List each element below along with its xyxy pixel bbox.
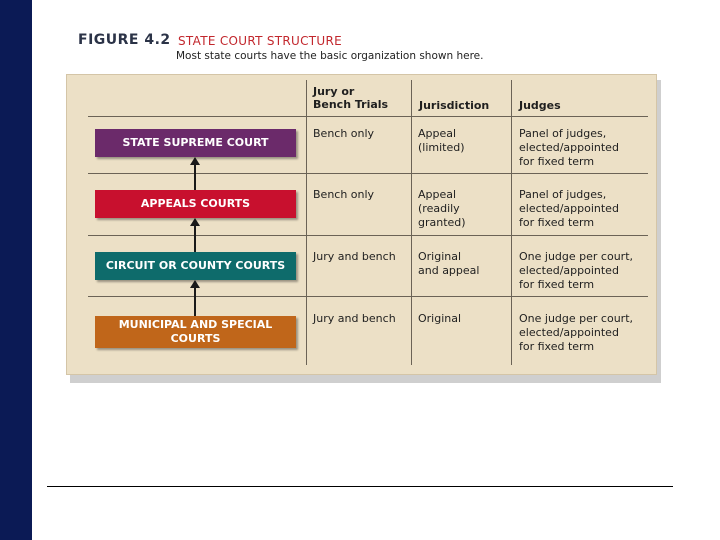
- cell-trials: Bench only: [313, 127, 375, 140]
- cell-trials: Jury and bench: [313, 250, 396, 263]
- cell-jurisdiction: Appeal (readily granted): [418, 188, 466, 229]
- header-trials: Jury or Bench Trials: [313, 85, 389, 111]
- figure-label: FIGURE 4.2: [78, 32, 171, 48]
- header-judges: Judges: [519, 99, 561, 112]
- court-box-municipal-special: MUNICIPAL AND SPECIAL COURTS: [95, 316, 296, 348]
- court-box-appeals: APPEALS COURTS: [95, 190, 296, 218]
- cell-jurisdiction: Original and appeal: [418, 250, 480, 277]
- cell-jurisdiction: Original: [418, 312, 462, 325]
- arrow-up-icon: [190, 280, 200, 288]
- arrow-shaft: [194, 286, 196, 316]
- figure-subtitle: Most state courts have the basic organization shown here.: [176, 50, 484, 62]
- cell-trials: Jury and bench: [313, 312, 396, 325]
- arrow-shaft: [194, 163, 196, 190]
- row-divider: [88, 235, 648, 236]
- column-divider: [511, 80, 512, 365]
- court-box-state-supreme: STATE SUPREME COURT: [95, 129, 296, 157]
- court-box-circuit-county: CIRCUIT OR COUNTY COURTS: [95, 252, 296, 280]
- cell-judges: Panel of judges, elected/appointed for fixed term: [519, 188, 619, 229]
- arrow-up-icon: [190, 157, 200, 165]
- arrow-shaft: [194, 224, 196, 252]
- row-divider: [88, 116, 648, 117]
- cell-judges: Panel of judges, elected/appointed for fixed term: [519, 127, 619, 168]
- figure-title: STATE COURT STRUCTURE: [178, 34, 343, 48]
- row-divider: [88, 173, 648, 174]
- footer-rule: [47, 486, 673, 487]
- left-sidebar-band: [0, 0, 32, 540]
- cell-judges: One judge per court, elected/appointed for fixed term: [519, 250, 634, 291]
- arrow-up-icon: [190, 218, 200, 226]
- column-divider: [411, 80, 412, 365]
- header-jurisdiction: Jurisdiction: [419, 99, 490, 112]
- cell-judges: One judge per court, elected/appointed for fixed term: [519, 312, 634, 353]
- cell-jurisdiction: Appeal (limited): [418, 127, 465, 154]
- cell-trials: Bench only: [313, 188, 375, 201]
- row-divider: [88, 296, 648, 297]
- column-divider: [306, 80, 307, 365]
